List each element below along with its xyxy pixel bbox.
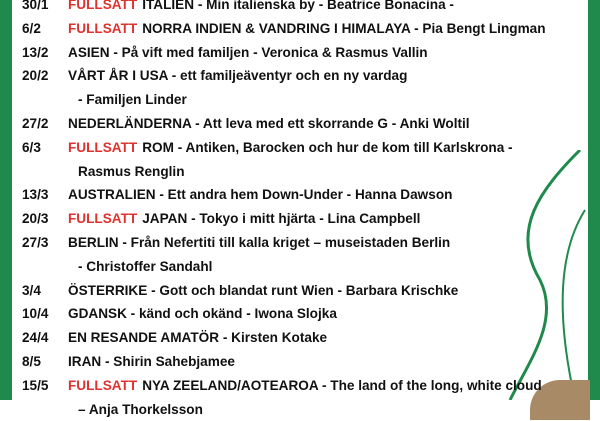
fullsatt-label: FULLSATT [68, 211, 138, 227]
event-text: JAPAN - Tokyo i mitt hjärta - Lina Campbell [142, 211, 421, 227]
event-date: 8/5 [22, 353, 41, 369]
left-border [0, 0, 12, 400]
event-date: 30/1 [22, 0, 49, 12]
event-continuation [22, 255, 586, 279]
event-text: – Anja Thorkelsson [78, 401, 203, 417]
event-continuation [22, 398, 586, 421]
event-text: ÖSTERRIKE - Gott och blandat runt Wien - Barbara Krischke [68, 282, 459, 298]
event-date: 13/2 [22, 44, 49, 60]
event-text: NYA ZEELAND/AOTEAROA - The land of the long, white cloud [142, 377, 542, 393]
event-row [22, 302, 586, 326]
event-text: EN RESANDE AMATÖR - Kirsten Kotake [68, 330, 328, 346]
event-date: 27/2 [22, 115, 49, 131]
event-date: 3/4 [22, 282, 41, 298]
event-text: - Christoffer Sandahl [78, 258, 213, 274]
event-row [22, 64, 586, 88]
event-date: 20/3 [22, 211, 49, 227]
event-date: 10/4 [22, 306, 49, 322]
event-row [22, 136, 586, 160]
event-date: 6/3 [22, 139, 41, 155]
event-row [22, 112, 586, 136]
event-row [22, 207, 586, 231]
event-text: - Familjen Linder [78, 92, 187, 108]
event-continuation [22, 160, 586, 184]
event-row [22, 326, 586, 350]
event-continuation [22, 88, 586, 112]
event-row [22, 279, 586, 303]
event-text: AUSTRALIEN - Ett andra hem Down-Under - Hanna Dawson [68, 187, 453, 203]
event-text: GDANSK - känd och okänd - Iwona Slojka [68, 306, 337, 322]
fullsatt-label: FULLSATT [68, 20, 138, 36]
event-text: NORRA INDIEN & VANDRING I HIMALAYA - Pia Bengt Lingman [142, 20, 546, 36]
event-row [22, 350, 586, 374]
event-text: NEDERLÄNDERNA - Att leva med ett skorrande G - Anki Woltil [68, 115, 470, 131]
event-row [22, 183, 586, 207]
event-row [22, 231, 586, 255]
event-date: 13/3 [22, 187, 49, 203]
event-row [22, 41, 586, 65]
event-text: ASIEN - På vift med familjen - Veronica & Rasmus Vallin [68, 44, 428, 60]
event-row [22, 0, 586, 17]
event-text: Rasmus Renglin [78, 163, 185, 179]
event-date: 6/2 [22, 20, 41, 36]
event-text: BERLIN - Från Nefertiti till kalla kriget – museistaden Berlin [68, 234, 451, 250]
fullsatt-label: FULLSATT [68, 377, 138, 393]
event-text: ITALIEN - Min italienska by - Beatrice Bonacina - [142, 0, 454, 12]
event-row [22, 374, 586, 398]
event-date: 20/2 [22, 68, 49, 84]
fullsatt-label: FULLSATT [68, 139, 138, 155]
event-date: 27/3 [22, 234, 49, 250]
event-text: ROM - Antiken, Barocken och hur de kom till Karlskrona - [142, 139, 513, 155]
event-date: 15/5 [22, 377, 49, 393]
event-text: IRAN - Shirin Sahebjamee [68, 353, 235, 369]
event-date: 24/4 [22, 330, 49, 346]
fullsatt-label: FULLSATT [68, 0, 138, 12]
event-text: VÅRT ÅR I USA - ett familjeäventyr och en ny vardag [68, 68, 408, 84]
event-row [22, 17, 586, 41]
event-list [22, 0, 586, 421]
